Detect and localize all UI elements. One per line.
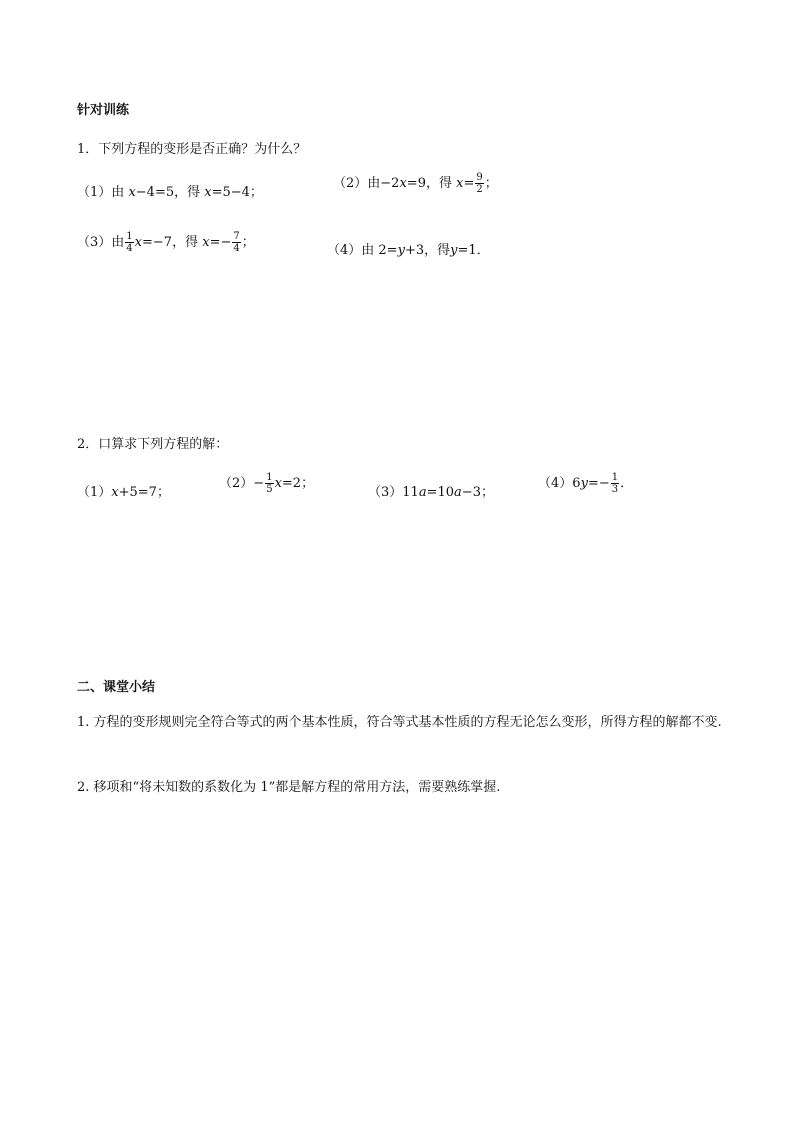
item-text: =5−4；: [211, 185, 263, 200]
q1-item-3: [77, 231, 255, 254]
fraction: $\frac{9}{2}$: [476, 172, 483, 195]
item-label: （1）: [77, 485, 112, 500]
item-text: =−7，得: [142, 235, 199, 250]
variable: x: [134, 235, 143, 250]
variable: x: [399, 176, 407, 191]
q2-item-3: [368, 481, 494, 500]
variable: y: [397, 243, 405, 258]
item-text: 6: [572, 476, 581, 491]
item-label: （4）: [538, 476, 573, 491]
item-text: =−: [587, 476, 610, 491]
item-text: +3，得: [404, 243, 451, 258]
fraction: $\frac{1}{3}$: [611, 472, 619, 495]
variable: x: [202, 235, 210, 250]
item-text: ．: [620, 476, 634, 491]
item-label: （4）: [327, 243, 362, 258]
item-text: −4=5，得: [135, 185, 201, 200]
item-text: 由−2: [367, 176, 400, 191]
variable: a: [454, 485, 462, 500]
q2-item-1: [77, 481, 170, 500]
variable: x: [456, 176, 464, 191]
item-text: =10: [426, 485, 455, 500]
item-label: （3）: [368, 485, 403, 500]
fraction: $\frac{1}{5}$: [266, 472, 273, 495]
variable: x: [204, 185, 212, 200]
item-label: （2）: [333, 176, 368, 191]
section-heading-summary: 二、课堂小结: [77, 680, 156, 695]
variable: x: [274, 476, 282, 491]
q1-item-4: [327, 239, 490, 258]
item-text: 由 2=: [361, 243, 398, 258]
item-text: +5=7；: [118, 485, 170, 500]
q2-item-4: [538, 472, 633, 495]
fraction: $\frac{7}{4}$: [233, 231, 240, 254]
q1-item-2: [333, 172, 498, 195]
section-heading-practice: 针对训练: [77, 103, 130, 118]
variable: a: [418, 485, 427, 500]
question-2-stem: 2．口算求下列方程的解：: [77, 437, 229, 452]
q1-item-1: [77, 181, 263, 200]
variable: x: [111, 485, 119, 500]
item-text: −: [253, 476, 265, 491]
item-text: ；: [241, 235, 255, 250]
q2-item-2: [219, 472, 314, 495]
item-label: （2）: [219, 476, 254, 491]
item-text: 由: [111, 235, 125, 250]
item-label: （1）: [77, 185, 112, 200]
question-1-stem: 1．下列方程的变形是否正确？为什么？: [77, 142, 307, 157]
item-text: =1．: [457, 243, 490, 258]
item-text: =−: [209, 235, 232, 250]
item-text: =2；: [281, 476, 315, 491]
item-text: =9，得: [406, 176, 452, 191]
variable: x: [128, 185, 136, 200]
fraction: $\frac{1}{4}$: [126, 231, 133, 254]
item-text: −3；: [461, 485, 494, 500]
variable: y: [580, 476, 588, 491]
variable: y: [450, 243, 458, 258]
item-label: （3）: [77, 235, 112, 250]
item-text: 11: [402, 485, 419, 500]
item-text: 由: [111, 185, 125, 200]
item-text: =: [463, 176, 475, 191]
item-text: ；: [484, 176, 498, 191]
summary-point-2: 2. 移项和“将未知数的系数化为 1”都是解方程的常用方法，需要熟练掌握.: [77, 780, 501, 795]
summary-point-1: 1. 方程的变形规则完全符合等式的两个基本性质，符合等式基本性质的方程无论怎么变形，所得方程的解都不变.: [77, 715, 722, 730]
